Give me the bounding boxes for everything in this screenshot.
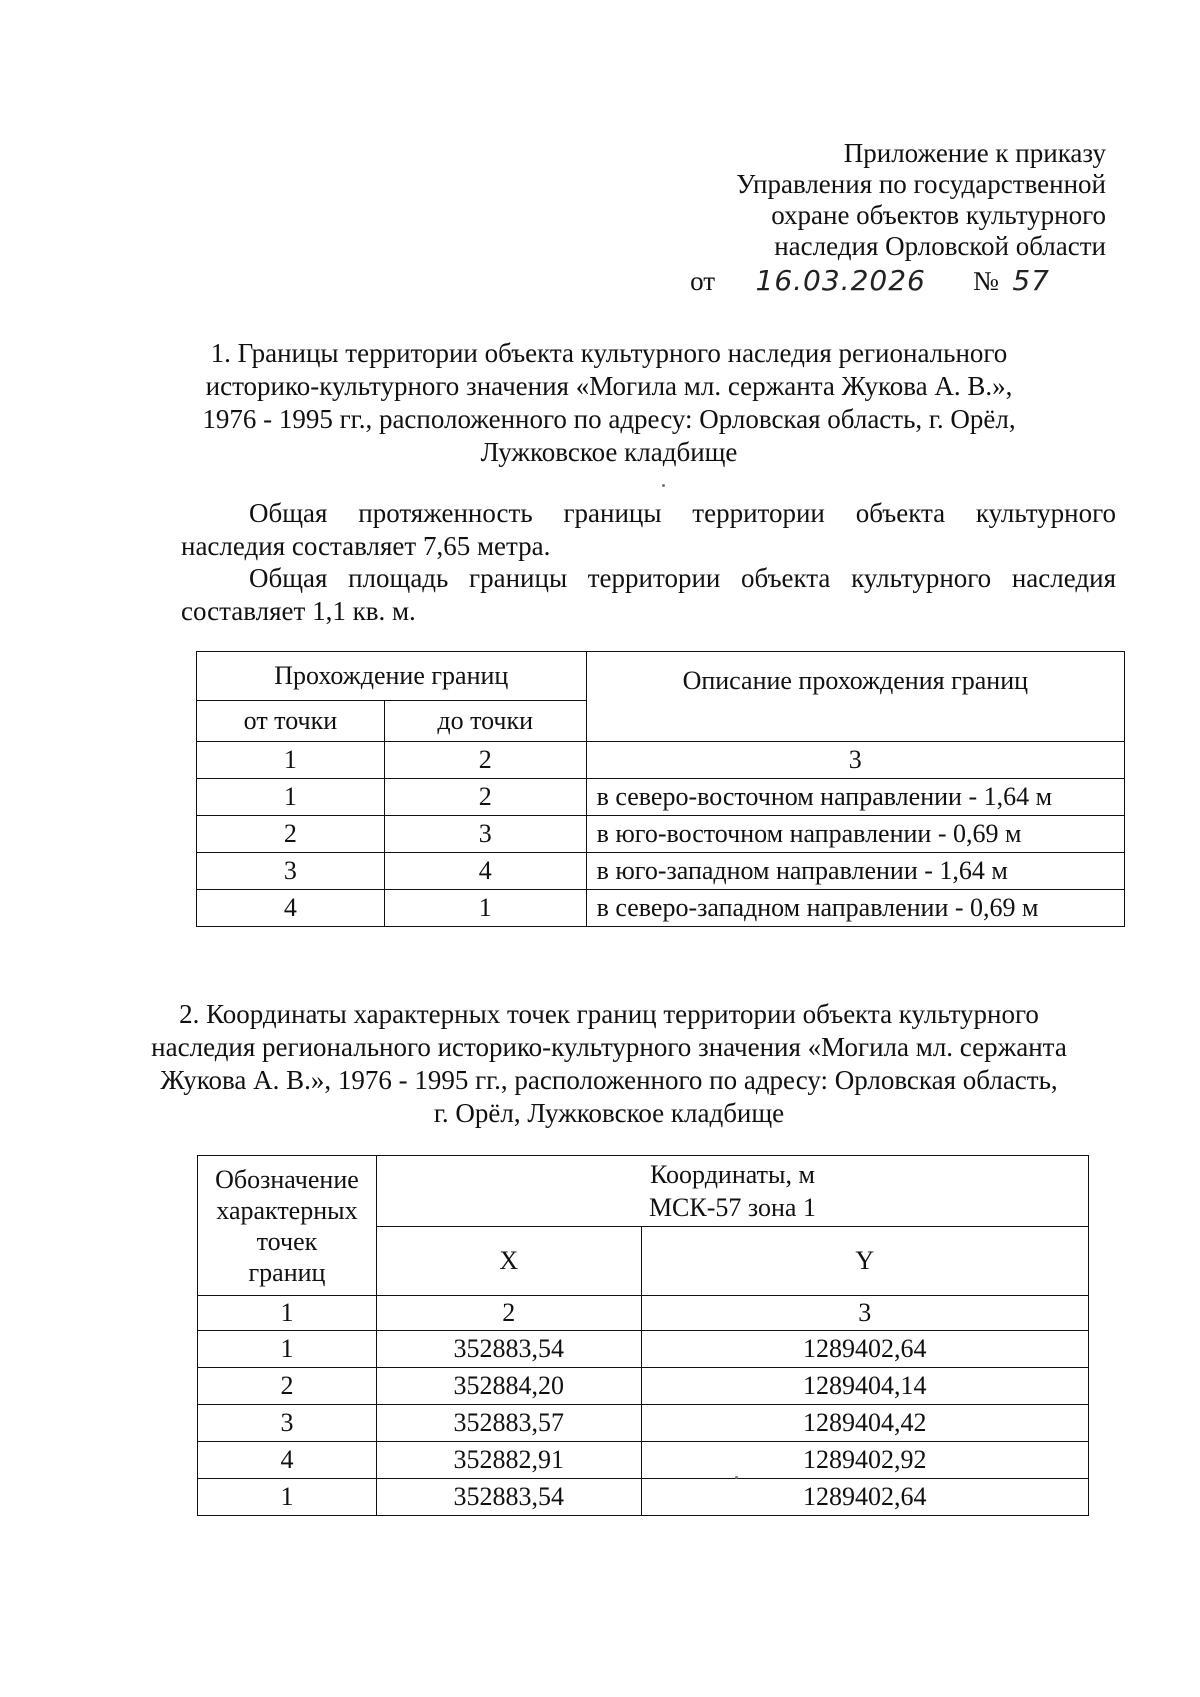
- handwritten-number: 57: [1012, 264, 1050, 297]
- table-row: [197, 890, 1125, 927]
- header-y: Y: [641, 1227, 1088, 1296]
- appendix-line: Управления по государственной: [736, 169, 1106, 199]
- cell-x: 352883,57: [376, 1405, 641, 1442]
- title-line: историко-культурного значения «Могила мл. сержанта Жукова А. В.»,: [205, 371, 1013, 401]
- cell-y: 1289404,14: [641, 1368, 1088, 1405]
- header-group: Прохождение границ: [197, 652, 587, 701]
- header-x: X: [376, 1227, 641, 1296]
- cell-to: 1: [384, 890, 586, 927]
- header-coordinates: Координаты, м МСК-57 зона 1: [376, 1156, 1088, 1227]
- table-row: [198, 1479, 1089, 1516]
- column-number: 3: [641, 1296, 1088, 1331]
- title-line: 1976 - 1995 гг., расположенного по адресу: Орловская область, г. Орёл,: [202, 404, 1016, 434]
- title-line: наследия регионального историко-культурного значения «Могила мл. сержанта: [151, 1032, 1067, 1062]
- paragraph-area: Общая площадь границы территории объекта культурного наследия составляет 1,1 кв. м.: [181, 563, 1116, 626]
- table-row: [197, 853, 1125, 890]
- table-row: [197, 816, 1125, 853]
- handwritten-date: 16.03.2026: [755, 264, 926, 297]
- order-date-number: [690, 264, 1050, 297]
- cell-from: 4: [197, 890, 385, 927]
- section1-title: [150, 337, 1068, 469]
- cell-y: 1289404,42: [641, 1405, 1088, 1442]
- table-row: [198, 1442, 1089, 1479]
- number-prefix: №: [973, 266, 999, 296]
- appendix-line: Приложение к приказу: [843, 138, 1106, 168]
- header-to: до точки: [384, 701, 586, 742]
- column-number: 1: [197, 742, 385, 779]
- cell-point: 3: [198, 1405, 377, 1442]
- title-line: 1. Границы территории объекта культурного наследия регионального: [210, 338, 1008, 368]
- table-row: [197, 779, 1125, 816]
- column-number: 2: [376, 1296, 641, 1331]
- cell-to: 3: [384, 816, 586, 853]
- title-line: Жукова А. В.», 1976 - 1995 гг., расположенного по адресу: Орловская область,: [160, 1065, 1058, 1095]
- table-row: [198, 1331, 1089, 1368]
- appendix-header: [736, 138, 1106, 262]
- cell-y: 1289402,64: [641, 1479, 1088, 1516]
- cell-x: 352884,20: [376, 1368, 641, 1405]
- cell-description: в юго-западном направлении - 1,64 м: [586, 853, 1124, 890]
- paragraph-length: Общая протяженность границы территории объекта культурного наследия составляет 7,65 метра.: [181, 498, 1116, 561]
- cell-description: в северо-восточном направлении - 1,64 м: [586, 779, 1124, 816]
- column-number: 1: [198, 1296, 377, 1331]
- cell-from: 2: [197, 816, 385, 853]
- cell-x: 352883,54: [376, 1479, 641, 1516]
- header-from: от точки: [197, 701, 385, 742]
- column-number: 3: [586, 742, 1124, 779]
- header-description: Описание прохождения границ: [586, 652, 1124, 742]
- cell-y: 1289402,92: [641, 1442, 1088, 1479]
- scan-speck: [662, 484, 665, 487]
- cell-description: в северо-западном направлении - 0,69 м: [586, 890, 1124, 927]
- cell-point: 1: [198, 1331, 377, 1368]
- cell-x: 352883,54: [376, 1331, 641, 1368]
- cell-to: 4: [384, 853, 586, 890]
- cell-to: 2: [384, 779, 586, 816]
- cell-from: 3: [197, 853, 385, 890]
- title-line: г. Орёл, Лужковское кладбище: [433, 1098, 785, 1128]
- boundary-table: [196, 651, 1125, 927]
- table-row: [198, 1368, 1089, 1405]
- cell-point: 4: [198, 1442, 377, 1479]
- cell-from: 1: [197, 779, 385, 816]
- cell-description: в юго-восточном направлении - 0,69 м: [586, 816, 1124, 853]
- cell-x: 352882,91: [376, 1442, 641, 1479]
- title-line: 2. Координаты характерных точек границ территории объекта культурного: [179, 999, 1039, 1029]
- coordinates-table: [197, 1155, 1089, 1516]
- cell-point: 1: [198, 1479, 377, 1516]
- date-prefix: от: [690, 266, 716, 296]
- section2-title: [140, 998, 1078, 1130]
- cell-point: 2: [198, 1368, 377, 1405]
- cell-y: 1289402,64: [641, 1331, 1088, 1368]
- scan-speck: [735, 1476, 738, 1479]
- table-row: [198, 1405, 1089, 1442]
- title-line: Лужковское кладбище: [480, 437, 738, 467]
- column-number: 2: [384, 742, 586, 779]
- appendix-line: наследия Орловской области: [774, 231, 1106, 261]
- header-point-designation: Обозначение характерных точек границ: [198, 1156, 377, 1296]
- appendix-line: охране объектов культурного: [771, 200, 1106, 230]
